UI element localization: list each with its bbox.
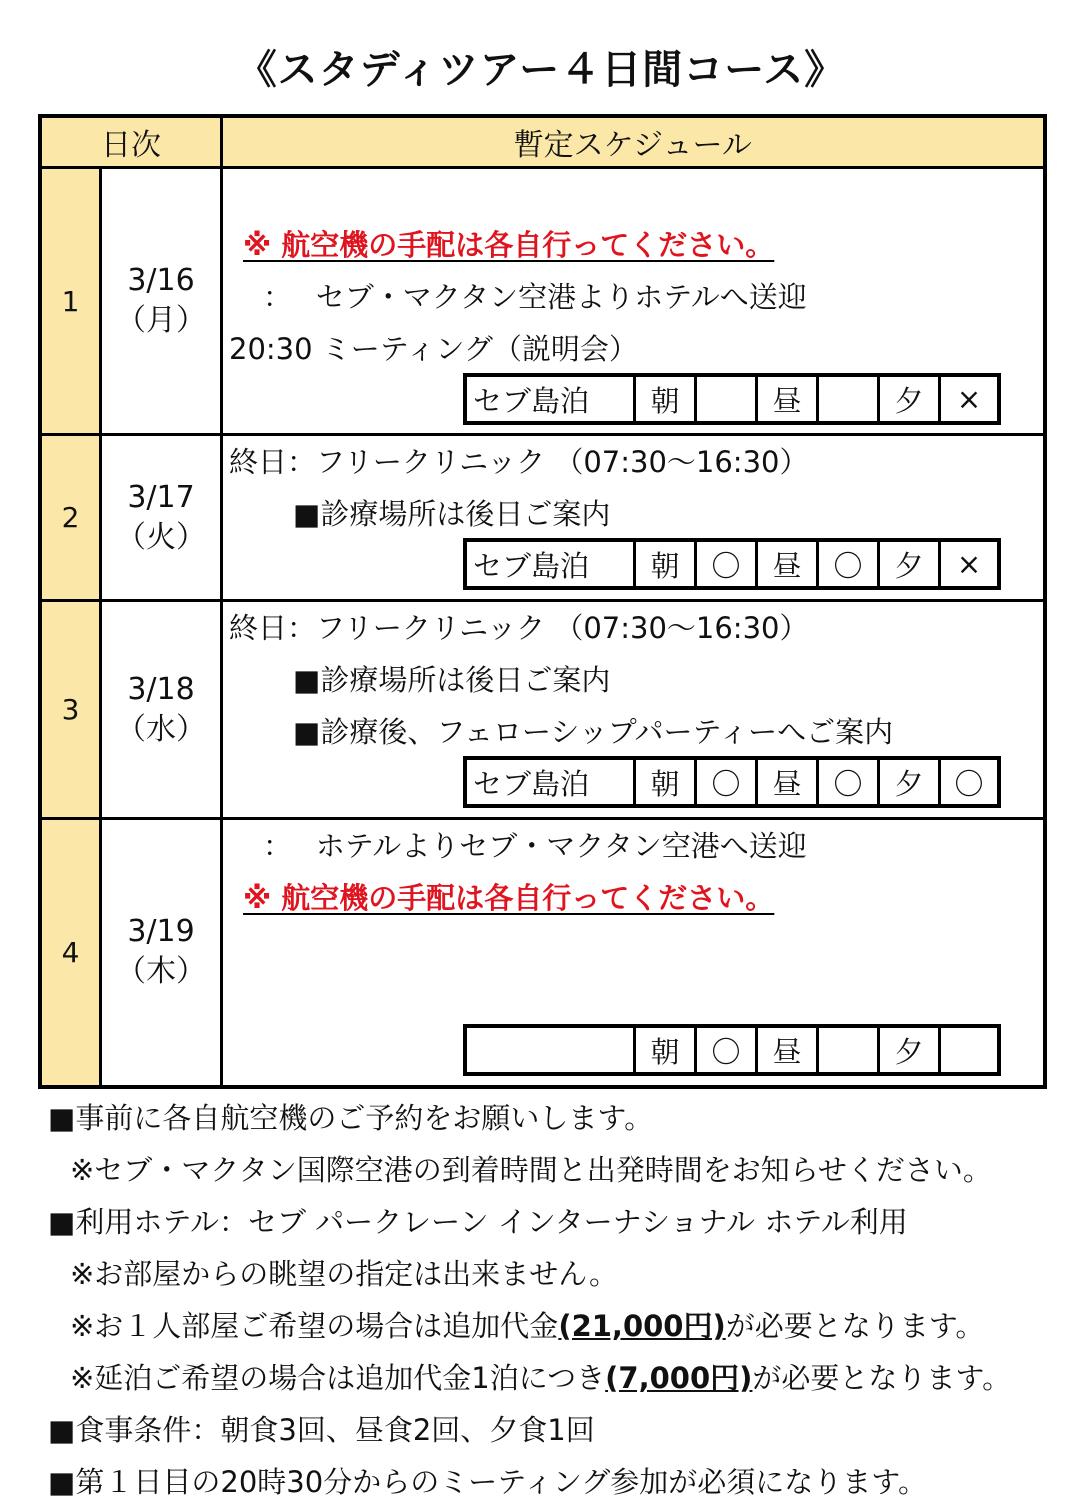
- day-number: 4: [40, 819, 101, 1087]
- schedule-table: [38, 114, 1047, 1089]
- note-text: ※お１人部屋ご希望の場合は追加代金: [70, 1309, 559, 1343]
- dinner-value: ×: [940, 540, 1000, 588]
- schedule-line: ■診療場所は後日ご案内: [293, 663, 611, 697]
- dinner-label: 夕: [879, 1026, 940, 1074]
- schedule-line: 終日：フリークリニック （07:30～16:30）: [229, 611, 809, 645]
- breakfast-value: [696, 375, 757, 423]
- flight-warning: ※ 航空機の手配は各自行ってください。: [243, 881, 775, 915]
- note-item: [48, 1352, 1011, 1404]
- day-number: 2: [40, 435, 101, 601]
- note-text: が必要となります。: [725, 1309, 985, 1343]
- breakfast-label: 朝: [635, 758, 696, 806]
- day-date: [101, 819, 222, 1087]
- dinner-label: 夕: [879, 758, 940, 806]
- notes-section: [48, 1092, 1011, 1508]
- note-item: ■第１日目の20時30分からのミーティング参加が必須になります。: [48, 1465, 927, 1499]
- lunch-label: 昼: [757, 375, 818, 423]
- lunch-value: 〇: [818, 540, 879, 588]
- schedule-column-header: 暫定スケジュール: [222, 116, 1045, 168]
- dinner-label: 夕: [879, 375, 940, 423]
- extra-night-price: (7,000円): [605, 1361, 753, 1395]
- meal-table: [463, 373, 1001, 425]
- lunch-value: [818, 375, 879, 423]
- note-item: [48, 1300, 1011, 1352]
- schedule-line: 20:30 ミーティング（説明会）: [229, 332, 638, 366]
- day-date: [101, 601, 222, 819]
- day-row: [40, 819, 1045, 1087]
- day-row: [40, 168, 1045, 435]
- day-row: [40, 435, 1045, 601]
- day-row: [40, 601, 1045, 819]
- lunch-label: 昼: [757, 758, 818, 806]
- schedule-line: ■診療場所は後日ご案内: [293, 497, 611, 531]
- dinner-value: 〇: [940, 758, 1000, 806]
- note-item: ■利用ホテル：セブ パークレーン インターナショナル ホテル利用: [48, 1205, 908, 1239]
- lunch-label: 昼: [757, 1026, 818, 1074]
- schedule-line: ■診療後、フェローシップパーティーへご案内: [293, 715, 894, 749]
- date-text: 3/19: [127, 914, 195, 950]
- meal-table: [463, 1024, 1001, 1076]
- lunch-label: 昼: [757, 540, 818, 588]
- breakfast-value: 〇: [696, 758, 757, 806]
- stay-cell: [465, 1026, 635, 1074]
- meal-table: [463, 756, 1001, 808]
- note-text: ※延泊ご希望の場合は追加代金1泊につき: [70, 1361, 606, 1395]
- schedule-cell: [222, 168, 1045, 435]
- header-row: [40, 116, 1045, 168]
- lunch-value: 〇: [818, 758, 879, 806]
- dinner-value: ×: [940, 375, 1000, 423]
- breakfast-label: 朝: [635, 540, 696, 588]
- page-title: 《スタディツアー４日間コース》: [236, 47, 846, 93]
- schedule-cell: [222, 819, 1045, 1087]
- note-item: ※お部屋からの眺望の指定は出来ません。: [70, 1257, 619, 1291]
- schedule-cell: [222, 435, 1045, 601]
- date-text: 3/17: [127, 479, 195, 515]
- day-date: [101, 435, 222, 601]
- schedule-line: 終日：フリークリニック （07:30～16:30）: [229, 445, 809, 479]
- breakfast-value: 〇: [696, 1026, 757, 1074]
- lunch-value: [818, 1026, 879, 1074]
- weekday-text: （木）: [116, 954, 206, 990]
- breakfast-label: 朝: [635, 375, 696, 423]
- day-number: 1: [40, 168, 101, 435]
- date-text: 3/18: [127, 671, 195, 707]
- note-item: ■食事条件：朝食3回、昼食2回、夕食1回: [48, 1413, 595, 1447]
- day-date: [101, 168, 222, 435]
- meal-table: [463, 538, 1001, 590]
- dinner-value: [940, 1026, 1000, 1074]
- breakfast-value: 〇: [696, 540, 757, 588]
- weekday-text: （月）: [116, 303, 206, 338]
- stay-cell: セブ島泊: [465, 375, 635, 423]
- weekday-text: （火）: [116, 519, 206, 555]
- stay-cell: セブ島泊: [465, 758, 635, 806]
- schedule-line: ： セブ・マクタン空港よりホテルへ送迎: [263, 280, 807, 314]
- dinner-label: 夕: [879, 540, 940, 588]
- breakfast-label: 朝: [635, 1026, 696, 1074]
- single-room-price: (21,000円): [558, 1309, 726, 1343]
- weekday-text: （水）: [116, 711, 206, 747]
- schedule-cell: [222, 601, 1045, 819]
- note-item: ※セブ・マクタン国際空港の到着時間と出発時間をお知らせください。: [70, 1153, 992, 1187]
- note-item: ■事前に各自航空機のご予約をお願いします。: [48, 1101, 654, 1135]
- day-number: 3: [40, 601, 101, 819]
- stay-cell: セブ島泊: [465, 540, 635, 588]
- flight-warning: ※ 航空機の手配は各自行ってください。: [243, 228, 775, 262]
- note-text: が必要となります。: [752, 1361, 1012, 1395]
- day-column-header: 日次: [40, 116, 222, 168]
- schedule-line: ： ホテルよりセブ・マクタン空港へ送迎: [263, 829, 807, 863]
- date-text: 3/16: [127, 263, 195, 298]
